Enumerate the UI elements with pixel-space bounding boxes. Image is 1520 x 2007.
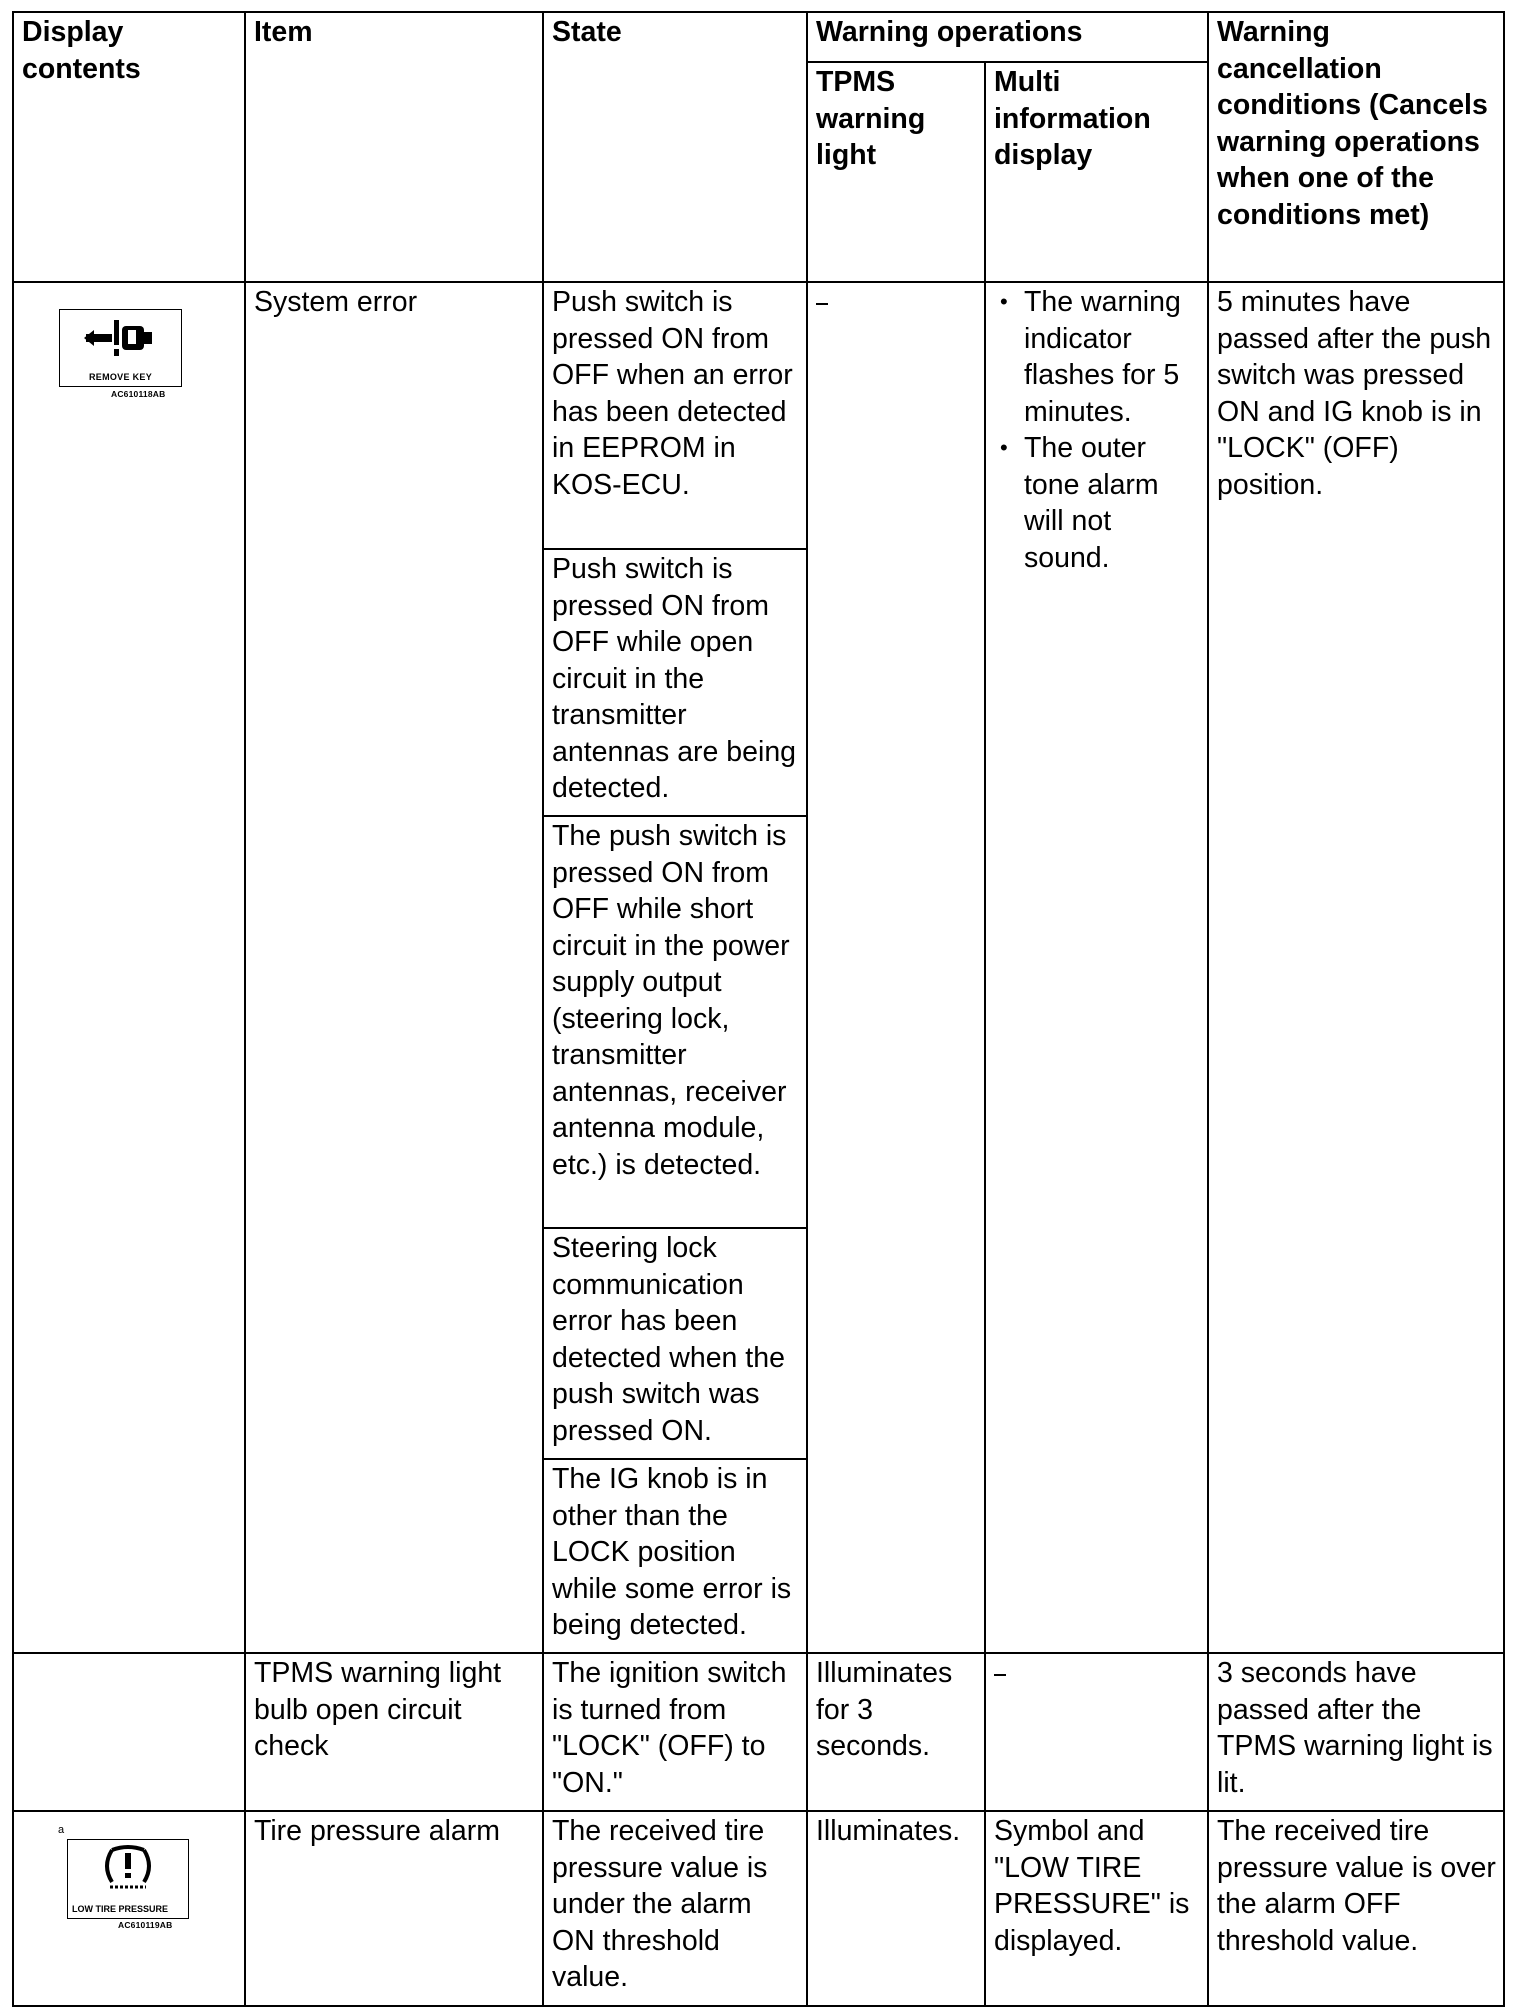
display-cell-low-tire [13, 1811, 245, 2006]
state-cell: Push switch is pressed ON from OFF when an error has been detected in EEPROM in KOS-ECU. [543, 282, 807, 549]
multi-display-list [994, 284, 1201, 576]
header-warning-operations: Warning operations [807, 12, 1208, 62]
table-row [13, 1653, 1504, 1811]
tpms-tire-alarm: Illuminates. [807, 1811, 985, 2006]
cancellation-tire-alarm: The received tire pressure value is over the alarm OFF threshold value. [1208, 1811, 1504, 2006]
state-cell: The push switch is pressed ON from OFF while short circuit in the power supply output (steering lock, transmitter antennas, receiver antenna module, etc.) is detected. [543, 816, 807, 1228]
display-cell-remove-key [13, 282, 245, 1653]
low-tire-pressure-icon [67, 1839, 189, 1919]
state-cell: Push switch is pressed ON from OFF while open circuit in the transmitter antennas are being detected. [543, 549, 807, 816]
dash-mark [994, 1674, 1006, 1676]
cancellation-bulb-check: 3 seconds have passed after the TPMS warning light is lit. [1208, 1653, 1504, 1811]
header-item: Item [245, 12, 543, 282]
icon-code: AC610119AB [118, 1920, 173, 1930]
header-tpms-warning-light: TPMS warning light [807, 62, 985, 282]
tpms-bulb-check: Illuminates for 3 seconds. [807, 1653, 985, 1811]
list-item: • The warning indicator flashes for 5 minutes. [1024, 284, 1201, 430]
header-row [13, 12, 1504, 62]
header-cancellation: Warning cancellation conditions (Cancels warning operations when one of the conditions met) [1208, 12, 1504, 282]
cancellation-system-error: 5 minutes have passed after the push switch was pressed ON and IG knob is in "LOCK" (OFF) position. [1208, 282, 1504, 1653]
display-cell-empty [13, 1653, 245, 1811]
header-multi-information-display: Multi information display [985, 62, 1208, 282]
state-bulb-check: The ignition switch is turned from "LOCK" (OFF) to "ON." [543, 1653, 807, 1811]
table-row [13, 282, 1504, 549]
warning-table [12, 11, 1505, 2007]
tire-warning-icon [68, 1840, 188, 1900]
dash-mark [816, 303, 828, 305]
item-tire-alarm: Tire pressure alarm [245, 1811, 543, 2006]
tpms-cell-system-error [807, 282, 985, 1653]
icon-marker: a [58, 1824, 65, 1836]
list-item: • The outer tone alarm will not sound. [1024, 430, 1201, 576]
multi-display-cell-system-error [985, 282, 1208, 1653]
low-tire-pressure-label: LOW TIRE PRESSURE [72, 1904, 169, 1914]
item-bulb-check: TPMS warning light bulb open circuit check [245, 1653, 543, 1811]
header-display-contents: Display contents [13, 12, 245, 282]
item-system-error: System error [245, 282, 543, 1653]
multi-display-tire-alarm: Symbol and "LOW TIRE PRESSURE" is displayed. [985, 1811, 1208, 2006]
key-warning-icon [60, 310, 180, 370]
remove-key-icon [59, 309, 182, 387]
table-row [13, 1811, 1504, 2006]
multi-display-bulb-check [985, 1653, 1208, 1811]
icon-code: AC610118AB [111, 389, 166, 399]
warning-table-container [12, 11, 1505, 2007]
state-tire-alarm: The received tire pressure value is under the alarm ON threshold value. [543, 1811, 807, 2006]
header-state: State [543, 12, 807, 282]
state-cell: The IG knob is in other than the LOCK position while some error is being detected. [543, 1459, 807, 1653]
state-cell: Steering lock communication error has been detected when the push switch was pressed ON. [543, 1228, 807, 1459]
remove-key-label: REMOVE KEY [88, 372, 152, 382]
